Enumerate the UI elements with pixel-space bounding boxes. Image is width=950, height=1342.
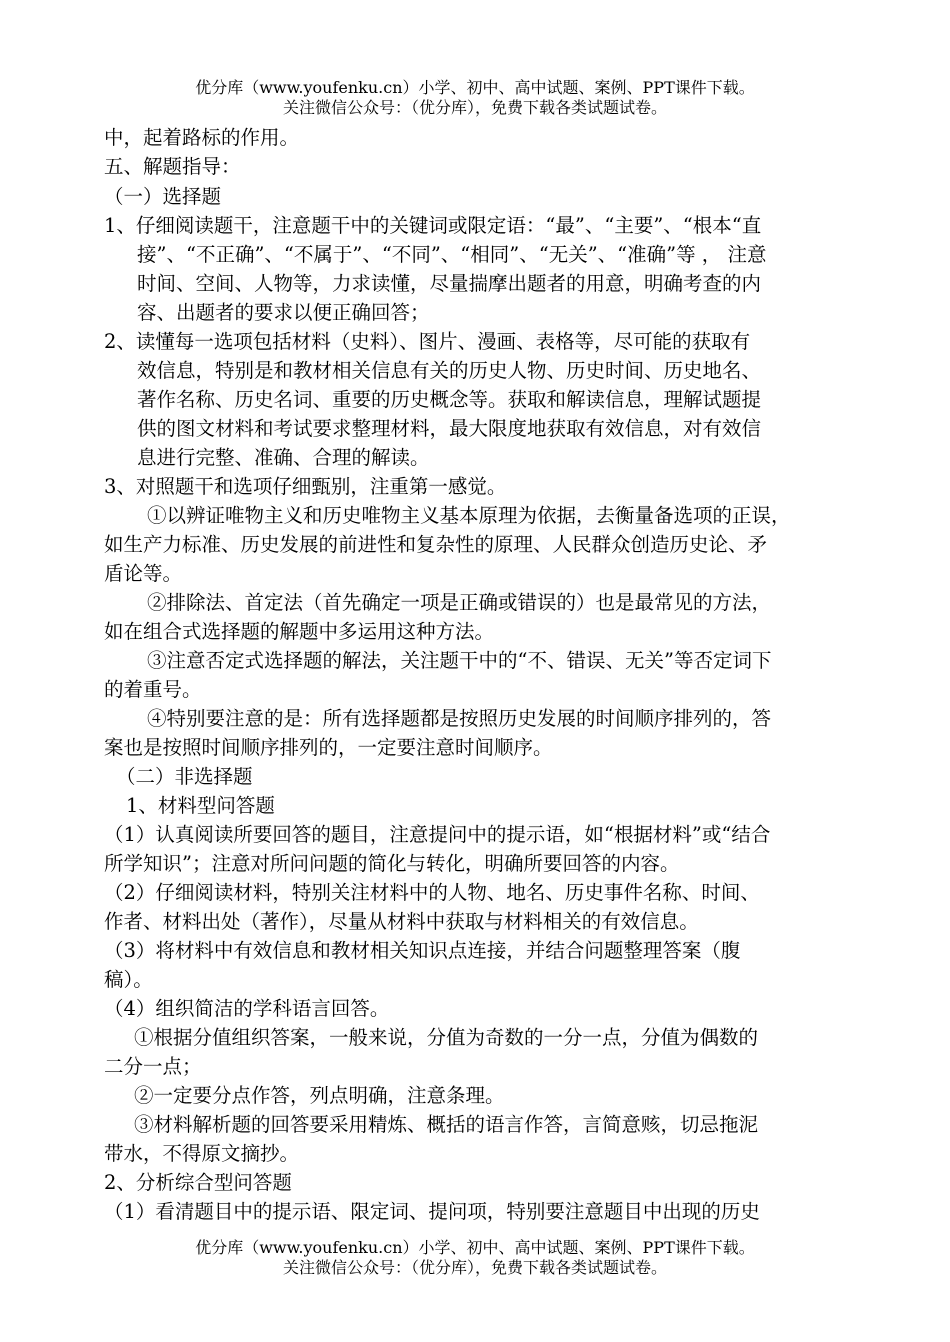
body-line: 时间、空间、人物等，力求读懂，尽量揣摩出题者的用意，明确考查的内 <box>137 272 762 295</box>
body-line: ③注意否定式选择题的解法，关注题干中的“不、错误、无关”等否定词下 <box>147 649 772 672</box>
body-line: ②一定要分点作答，列点明确，注意条理。 <box>134 1084 505 1107</box>
body-line: 稿）。 <box>104 968 153 991</box>
body-line: 效信息，特别是和教材相关信息有关的历史人物、历史时间、历史地名、 <box>137 359 762 382</box>
page-footer <box>0 1238 950 1278</box>
body-line: 2、分析综合型问答题 <box>104 1171 292 1194</box>
body-line: 2、读懂每一选项包括材料（史料）、图片、漫画、表格等，尽可能的获取有 <box>104 330 751 353</box>
body-line: 所学知识”；注意对所问问题的简化与转化，明确所要回答的内容。 <box>104 852 680 875</box>
body-line: （1）看清题目中的提示语、限定词、提问项，特别要注意题目中出现的历史 <box>104 1200 760 1223</box>
body-line: 1、材料型问答题 <box>126 794 275 817</box>
body-line: 案也是按照时间顺序排列的，一定要注意时间顺序。 <box>104 736 553 759</box>
body-line: 盾论等。 <box>104 562 183 585</box>
body-line: （1）认真阅读所要回答的题目，注意提问中的提示语，如“根据材料”或“结合 <box>104 823 771 846</box>
body-line: 带水，不得原文摘抄。 <box>104 1142 300 1165</box>
body-line: 如生产力标准、历史发展的前进性和复杂性的原理、人民群众创造历史论、矛 <box>104 533 768 556</box>
body-line: 3、对照题干和选项仔细甄别，注重第一感觉。 <box>104 475 507 498</box>
body-line: ①根据分值组织答案，一般来说，分值为奇数的一分一点，分值为偶数的 <box>134 1026 759 1049</box>
body-line: 的着重号。 <box>104 678 202 701</box>
body-line: 著作名称、历史名词、重要的历史概念等。获取和解读信息，理解试题提 <box>137 388 762 411</box>
body-line: （4）组织简洁的学科语言回答。 <box>104 997 390 1020</box>
header-line-1: 优分库（www.youfenku.cn）小学、初中、高中试题、案例、PPT课件下载。 <box>195 78 755 97</box>
body-line: 二分一点； <box>104 1055 202 1078</box>
section-heading: 五、解题指导： <box>104 155 241 178</box>
footer-line-1: 优分库（www.youfenku.cn）小学、初中、高中试题、案例、PPT课件下载。 <box>195 1238 755 1257</box>
footer-line-2: 关注微信公众号：（优分库），免费下载各类试题试卷。 <box>282 1258 667 1277</box>
subsection-heading: （一）选择题 <box>104 185 222 208</box>
body-line: 如在组合式选择题的解题中多运用这种方法。 <box>104 620 495 643</box>
body-line: 息进行完整、准确、合理的解读。 <box>137 446 430 469</box>
body-line: ③材料解析题的回答要采用精炼、概括的语言作答，言简意赅，切忌拖泥 <box>134 1113 759 1136</box>
body-line: 容、出题者的要求以便正确回答； <box>137 301 430 324</box>
body-line: （3）将材料中有效信息和教材相关知识点连接，并结合问题整理答案（腹 <box>104 939 741 962</box>
subsection-heading: （二）非选择题 <box>116 765 253 788</box>
body-line: ①以辨证唯物主义和历史唯物主义基本原理为依据，去衡量备选项的正误， <box>147 504 791 527</box>
body-line: （2）仔细阅读材料，特别关注材料中的人物、地名、历史事件名称、时间、 <box>104 881 760 904</box>
body-line: ④特别要注意的是：所有选择题都是按照历史发展的时间顺序排列的，答 <box>147 707 772 730</box>
header-line-2: 关注微信公众号：（优分库），免费下载各类试题试卷。 <box>282 98 667 117</box>
body-line: 接”、“不正确”、“不属于”、“不同”、“相同”、“无关”、“准确”等 ， 注意 <box>137 243 767 266</box>
body-line: ②排除法、首定法（首先确定一项是正确或错误的）也是最常见的方法， <box>147 591 772 614</box>
body-line: 1、仔细阅读题干，注意题干中的关键词或限定语：“最”、“主要”、“根本“直 <box>104 214 762 237</box>
body-line: 作者、材料出处（著作），尽量从材料中获取与材料相关的有效信息。 <box>104 910 699 933</box>
page-header <box>0 78 950 118</box>
body-line: 中，起着路标的作用。 <box>104 126 300 149</box>
body-line: 供的图文材料和考试要求整理材料，最大限度地获取有效信息，对有效信 <box>137 417 762 440</box>
